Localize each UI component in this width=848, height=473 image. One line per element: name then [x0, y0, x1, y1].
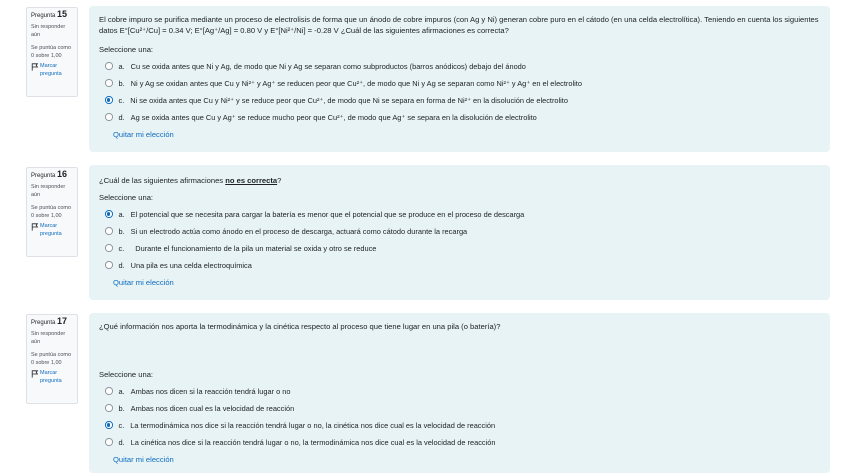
- question-card-15: [89, 6, 830, 152]
- flag-icon: [31, 223, 39, 231]
- select-one-label: Seleccione una:: [99, 370, 154, 379]
- flag-question-link[interactable]: Marcar pregunta: [31, 63, 73, 79]
- question-number: Pregunta 15: [31, 9, 68, 19]
- question-grade: Se puntúa como 0 sobre 1,00: [31, 205, 72, 220]
- radio-button[interactable]: [105, 62, 113, 70]
- question-grade: Se puntúa como 0 sobre 1,00: [31, 45, 72, 60]
- question-number: Pregunta 17: [31, 316, 68, 326]
- answer-option-d[interactable]: d. Una pila es una celda electroquímica: [105, 259, 252, 271]
- question-card-17: [89, 313, 830, 473]
- answer-option-c[interactable]: c. La termodinámica nos dice si la reacción tendrá lugar o no, la cinética nos dice cual es la velocidad de reacción: [105, 419, 495, 431]
- question-status: Sin responder aún: [31, 330, 66, 345]
- radio-button[interactable]: [105, 261, 113, 269]
- answer-option-a[interactable]: a. Cu se oxida antes que Ni y Ag, de modo que Ni y Ag se separan como subproductos (barros anódicos) debajo del ánodo: [105, 60, 526, 72]
- answer-option-d[interactable]: d. La cinética nos dice si la reacción tendrá lugar o no, la termodinámica nos dice cual es la velocidad de reacción: [105, 436, 495, 448]
- question-info-17: [26, 314, 78, 404]
- answer-option-b[interactable]: b. Ambas nos dicen cual es la velocidad de reacción: [105, 402, 294, 414]
- question-text: El cobre impuro se purifica mediante un proceso de electrolisis de forma que un ánodo de cobre impuros (con Ag y Ni) generan cobre puro en el cátodo (en una celda electrolítica). Teniendo en cuenta los siguientes datos E°[Cu²⁺/Cu] = 0.34 V; E°[Ag⁺/Ag] = 0.80 V y E°[Ni²⁺/Ni] = -0.28 V ¿Cuál de las siguientes afirmaciones es correcta?: [99, 15, 819, 35]
- answer-option-a[interactable]: a. Ambas nos dicen si la reacción tendrá lugar o no: [105, 385, 290, 397]
- radio-button[interactable]: [105, 227, 113, 235]
- radio-button[interactable]: [105, 113, 113, 121]
- select-one-label: Seleccione una:: [99, 45, 154, 54]
- radio-button-selected[interactable]: [105, 96, 113, 104]
- question-text: ¿Cuál de las siguientes afirmaciones no es correcta?: [99, 176, 282, 185]
- question-number: Pregunta 16: [31, 169, 68, 179]
- radio-button[interactable]: [105, 438, 113, 446]
- select-one-label: Seleccione una:: [99, 193, 154, 202]
- radio-button[interactable]: [105, 387, 113, 395]
- flag-icon: [31, 370, 39, 378]
- radio-button-selected[interactable]: [105, 210, 113, 218]
- clear-choice-link[interactable]: Quitar mi elección: [113, 130, 174, 139]
- clear-choice-link[interactable]: Quitar mi elección: [113, 278, 174, 287]
- answer-option-c[interactable]: c. Ni se oxida antes que Cu y Ni²⁺ y se reduce peor que Cu²⁺, de modo que Ni se separa en forma de Ni²⁺ en la disolución de electrolito: [105, 94, 568, 106]
- radio-button[interactable]: [105, 404, 113, 412]
- answer-option-b[interactable]: b. Ni y Ag se oxidan antes que Cu y Ni²⁺ y Ag⁺ se reducen peor que Cu²⁺, de modo que Ni y Ag se separan como Ni²⁺ y Ag⁺ en el electrolito: [105, 77, 582, 89]
- radio-button-selected[interactable]: [105, 421, 113, 429]
- question-text: ¿Qué información nos aporta la termodinámica y la cinética respecto al proceso que tiene lugar en una pila (o batería)?: [99, 322, 501, 331]
- radio-button[interactable]: [105, 79, 113, 87]
- flag-question-link[interactable]: Marcar pregunta: [31, 223, 73, 239]
- question-status: Sin responder aún: [31, 183, 66, 198]
- flag-icon: [31, 63, 39, 71]
- flag-question-link[interactable]: Marcar pregunta: [31, 370, 73, 386]
- question-info-16: [26, 167, 78, 257]
- radio-button[interactable]: [105, 244, 113, 252]
- answer-option-c[interactable]: c. Durante el funcionamiento de la pila un material se oxida y otro se reduce: [105, 242, 376, 254]
- question-card-16: [89, 165, 830, 300]
- answer-option-b[interactable]: b. Si un electrodo actúa como ánodo en el proceso de descarga, actuará como cátodo durante la recarga: [105, 225, 467, 237]
- clear-choice-link[interactable]: Quitar mi elección: [113, 455, 174, 464]
- question-info-15: [26, 7, 78, 97]
- question-grade: Se puntúa como 0 sobre 1,00: [31, 352, 72, 367]
- answer-option-d[interactable]: d. Ag se oxida antes que Cu y Ag⁺ se reduce mucho peor que Cu²⁺, de modo que Ag⁺ se separa en la disolución de electrolito: [105, 111, 537, 123]
- question-status: Sin responder aún: [31, 23, 66, 38]
- answer-option-a[interactable]: a. El potencial que se necesita para cargar la batería es menor que el potencial que se produce en el proceso de descarga: [105, 208, 524, 220]
